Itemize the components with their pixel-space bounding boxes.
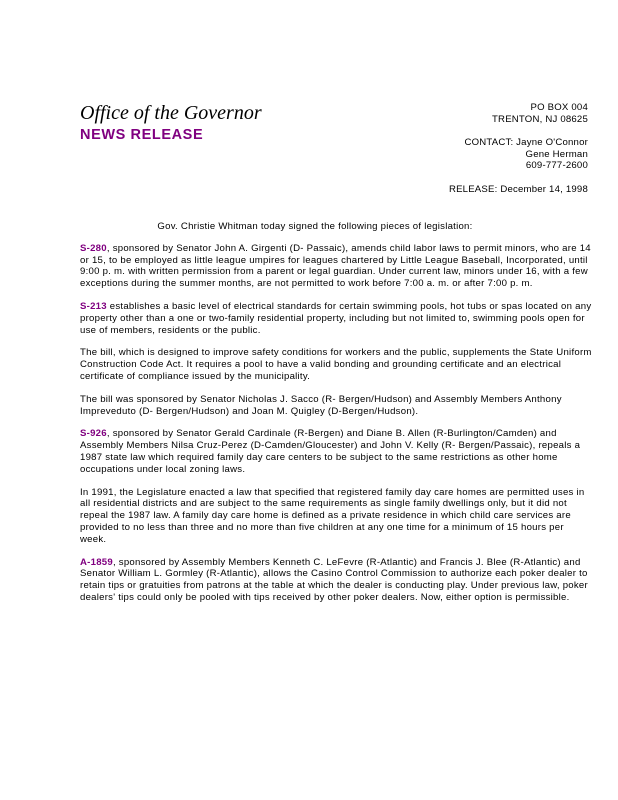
office-title: Office of the Governor [80,102,262,124]
paragraph-s926 [80,428,592,475]
paragraph-text: , sponsored by Assembly Members Kenneth C. LeFevre (R-Atlantic) and Francis J. Blee (R-Atlantic) and Senator William L. Gormley (R-Atlantic), allows the Casino Control Commission to authorize each poker dealer to retain tips or gratuities from patrons at the table at which the dealer is conducting play. Under previous law, poker dealers' tips could only be pooled with tips received by other poker dealers. Now, either option is permissible. [80,556,588,603]
paragraph-s926-detail [80,487,592,546]
paragraph-text: In 1991, the Legislature enacted a law that specified that registered family day care homes are permitted uses in all residential districts and are subject to the same requirements as single family dwellings only, but it did not repeal the 1987 law. A family day care home is defined as a private residence in which child care services are provided to no less than three and no more than five children at any one time for a minimum of 15 hours per week. [80,486,585,545]
paragraph-a1859 [80,557,592,604]
contact-block [449,102,588,195]
paragraph-text: establishes a basic level of electrical standards for certain swimming pools, hot tubs or spas located on any property other than a one or two-family residential property, including but not limited to, swimming pools open for use of members, residents or the public. [80,300,592,336]
bill-number: S-280 [80,242,107,254]
contact-second: Gene Herman [525,148,588,160]
news-release-label: NEWS RELEASE [80,127,204,143]
city-address: TRENTON, NJ 08625 [492,113,588,125]
paragraph-text: , sponsored by Senator John A. Girgenti (D- Passaic), amends child labor laws to permit minors, who are 14 or 15, to be employed as little league umpires for leagues chartered by Little League Baseball, Incorporated, until 9:00 p. m. with written permission from a parent or legal guardian. Under current law, minors under 16, with a few exceptions during the summer months, are not permitted to work before 7:00 a. m. or after 7:00 p. m. [80,242,591,290]
paragraph-s213 [80,301,592,336]
contact-name: CONTACT: Jayne O'Connor [464,137,588,148]
paragraph-s213-sponsors [80,394,592,418]
paragraph-text: The bill, which is designed to improve safety conditions for workers and the public, supplements the State Uniform Construction Code Act. It requires a pool to have a valid bonding and grounding certificate and an electrical certificate of compliance issued by the municipality. [80,347,592,382]
po-box: PO BOX 004 [530,102,588,113]
letterhead [80,102,262,144]
paragraph-text: , sponsored by Senator Gerald Cardinale (R-Bergen) and Diane B. Allen (R-Burlington/Camden) and Assembly Members Nilsa Cruz-Perez (D-Camden/Gloucester) and John V. Kelly (R- Bergen/Passaic), repeals a 1987 state law which required family day care centers to be subject to the same restrictions as other home occupations under local zoning laws. [80,428,581,475]
bill-number: S-213 [80,300,107,312]
contact-phone: 609-777-2600 [525,160,588,171]
paragraph-s280 [80,243,592,290]
paragraph-s213-detail [80,347,592,382]
intro-line: Gov. Christie Whitman today signed the following pieces of legislation: [157,221,473,232]
bill-number: S-926 [80,428,107,440]
bill-number: A-1859 [80,556,113,568]
paragraph-text: The bill was sponsored by Senator Nicholas J. Sacco (R- Bergen/Hudson) and Assembly Members Anthony Impreveduto (D- Bergen/Hudson) and Joan M. Quigley (D-Bergen/Hudson). [80,393,562,417]
release-body [80,221,592,615]
release-date: RELEASE: December 14, 1998 [448,183,588,195]
